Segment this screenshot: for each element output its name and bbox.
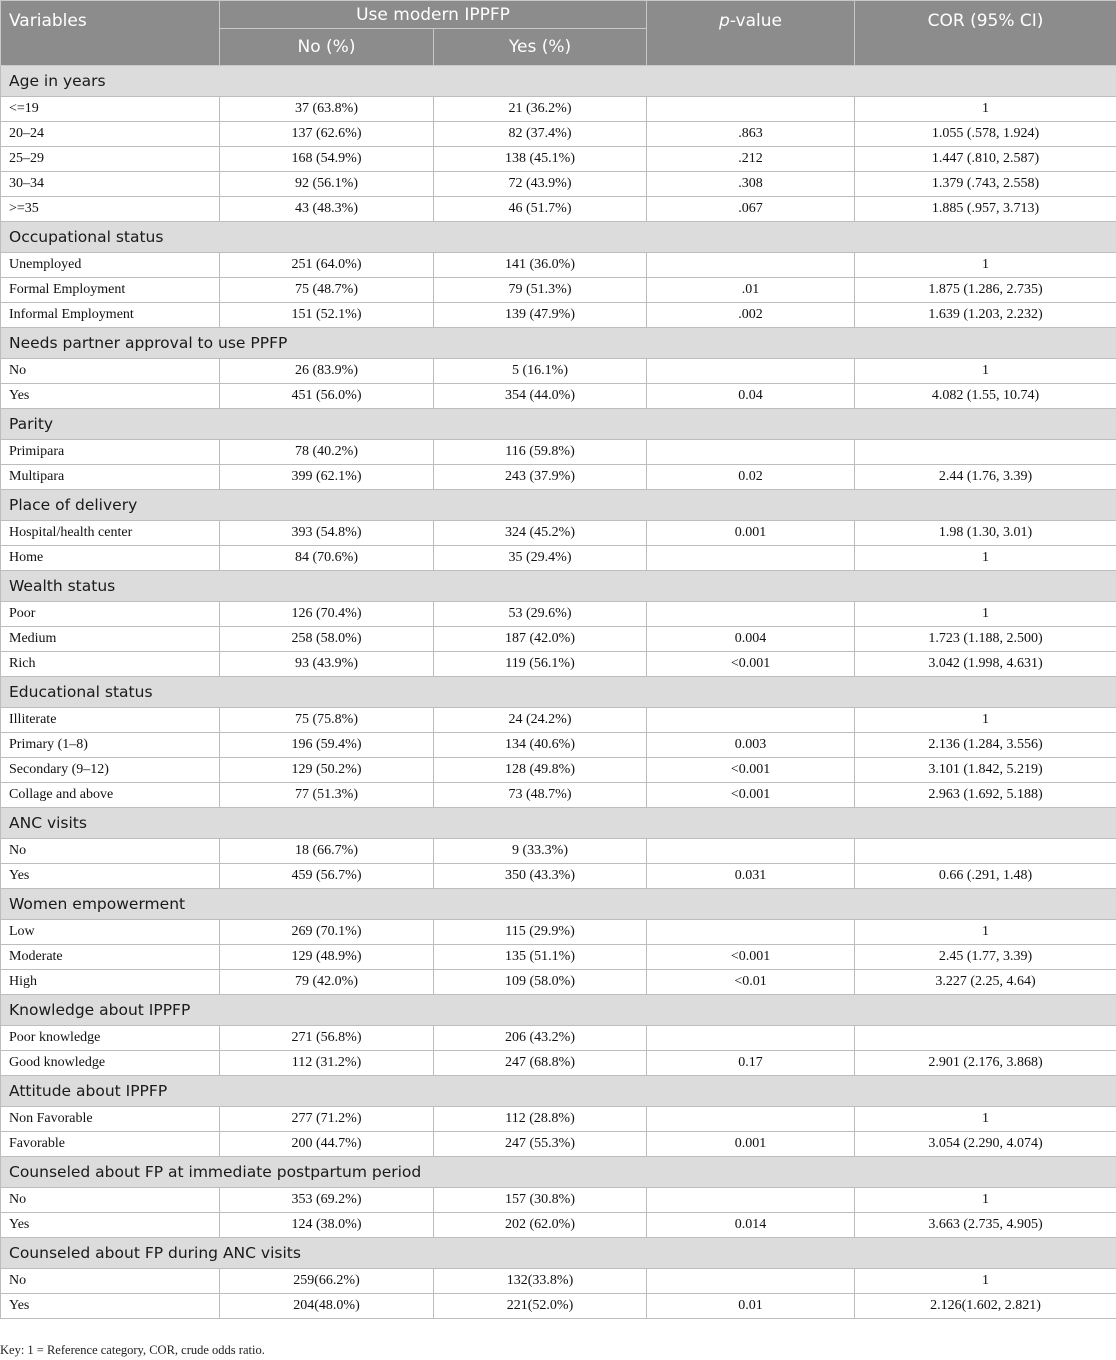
cor-ci: 1.379 (.743, 2.558) xyxy=(855,172,1116,197)
cor-ci: 1 xyxy=(855,359,1116,384)
p-value: 0.001 xyxy=(647,521,855,546)
no-count: 200 (44.7%) xyxy=(220,1132,434,1157)
yes-count: 21 (36.2%) xyxy=(434,97,647,122)
cor-ci: 1 xyxy=(855,253,1116,278)
row-label: 30–34 xyxy=(1,172,220,197)
table-row xyxy=(1,945,1116,970)
row-label: Yes xyxy=(1,384,220,409)
cor-ci: 1.875 (1.286, 2.735) xyxy=(855,278,1116,303)
row-label: <=19 xyxy=(1,97,220,122)
yes-count: 53 (29.6%) xyxy=(434,602,647,627)
section-row xyxy=(1,1238,1116,1269)
no-count: 399 (62.1%) xyxy=(220,465,434,490)
yes-count: 9 (33.3%) xyxy=(434,839,647,864)
yes-count: 354 (44.0%) xyxy=(434,384,647,409)
table-row xyxy=(1,1269,1116,1294)
row-label: Medium xyxy=(1,627,220,652)
table-row xyxy=(1,627,1116,652)
table-row xyxy=(1,920,1116,945)
p-value: 0.014 xyxy=(647,1213,855,1238)
cor-ci: 1.639 (1.203, 2.232) xyxy=(855,303,1116,328)
no-count: 124 (38.0%) xyxy=(220,1213,434,1238)
yes-count: 5 (16.1%) xyxy=(434,359,647,384)
p-value: .01 xyxy=(647,278,855,303)
p-value xyxy=(647,1026,855,1051)
table-row xyxy=(1,864,1116,889)
yes-count: 202 (62.0%) xyxy=(434,1213,647,1238)
no-count: 78 (40.2%) xyxy=(220,440,434,465)
no-count: 126 (70.4%) xyxy=(220,602,434,627)
table-row xyxy=(1,839,1116,864)
row-label: >=35 xyxy=(1,197,220,222)
section-title: Women empowerment xyxy=(1,889,1116,920)
yes-count: 138 (45.1%) xyxy=(434,147,647,172)
section-row xyxy=(1,66,1116,97)
table-row xyxy=(1,1026,1116,1051)
p-value: 0.031 xyxy=(647,864,855,889)
table-header xyxy=(1,1,1116,66)
cor-ci: 4.082 (1.55, 10.74) xyxy=(855,384,1116,409)
p-value: <0.01 xyxy=(647,970,855,995)
p-value: <0.001 xyxy=(647,758,855,783)
section-row xyxy=(1,808,1116,839)
section-row xyxy=(1,409,1116,440)
yes-count: 134 (40.6%) xyxy=(434,733,647,758)
yes-count: 46 (51.7%) xyxy=(434,197,647,222)
yes-count: 141 (36.0%) xyxy=(434,253,647,278)
yes-count: 247 (68.8%) xyxy=(434,1051,647,1076)
no-count: 112 (31.2%) xyxy=(220,1051,434,1076)
row-label: Home xyxy=(1,546,220,571)
yes-count: 132(33.8%) xyxy=(434,1269,647,1294)
table-row xyxy=(1,359,1116,384)
cor-ci: 2.44 (1.76, 3.39) xyxy=(855,465,1116,490)
no-count: 75 (75.8%) xyxy=(220,708,434,733)
yes-count: 72 (43.9%) xyxy=(434,172,647,197)
cor-ci: 3.054 (2.290, 4.074) xyxy=(855,1132,1116,1157)
row-label: Unemployed xyxy=(1,253,220,278)
cor-ci: 1 xyxy=(855,97,1116,122)
cor-ci: 2.136 (1.284, 3.556) xyxy=(855,733,1116,758)
row-label: High xyxy=(1,970,220,995)
table-row xyxy=(1,440,1116,465)
p-value xyxy=(647,546,855,571)
no-count: 26 (83.9%) xyxy=(220,359,434,384)
p-value xyxy=(647,1269,855,1294)
p-value xyxy=(647,97,855,122)
table-row xyxy=(1,1107,1116,1132)
section-title: Counseled about FP during ANC visits xyxy=(1,1238,1116,1269)
header-p-rest: -value xyxy=(729,11,782,31)
p-value: <0.001 xyxy=(647,945,855,970)
table-row xyxy=(1,303,1116,328)
p-value xyxy=(647,1188,855,1213)
row-label: Yes xyxy=(1,1213,220,1238)
table-row xyxy=(1,970,1116,995)
no-count: 129 (50.2%) xyxy=(220,758,434,783)
table-row xyxy=(1,1213,1116,1238)
no-count: 353 (69.2%) xyxy=(220,1188,434,1213)
yes-count: 324 (45.2%) xyxy=(434,521,647,546)
yes-count: 73 (48.7%) xyxy=(434,783,647,808)
table-row xyxy=(1,172,1116,197)
no-count: 84 (70.6%) xyxy=(220,546,434,571)
section-row xyxy=(1,677,1116,708)
row-label: Illiterate xyxy=(1,708,220,733)
table-row xyxy=(1,546,1116,571)
cor-ci: 2.45 (1.77, 3.39) xyxy=(855,945,1116,970)
table-row xyxy=(1,278,1116,303)
cor-ci: 1.98 (1.30, 3.01) xyxy=(855,521,1116,546)
yes-count: 128 (49.8%) xyxy=(434,758,647,783)
yes-count: 119 (56.1%) xyxy=(434,652,647,677)
row-label: No xyxy=(1,359,220,384)
section-row xyxy=(1,222,1116,253)
p-value: 0.04 xyxy=(647,384,855,409)
table-row xyxy=(1,783,1116,808)
section-title: Age in years xyxy=(1,66,1116,97)
header-cor: COR (95% CI) xyxy=(855,1,1116,66)
yes-count: 206 (43.2%) xyxy=(434,1026,647,1051)
p-value: .308 xyxy=(647,172,855,197)
cor-ci xyxy=(855,440,1116,465)
cor-ci: 1 xyxy=(855,546,1116,571)
section-row xyxy=(1,328,1116,359)
no-count: 393 (54.8%) xyxy=(220,521,434,546)
section-title: Attitude about IPPFP xyxy=(1,1076,1116,1107)
p-value xyxy=(647,440,855,465)
no-count: 168 (54.9%) xyxy=(220,147,434,172)
cor-ci: 1 xyxy=(855,708,1116,733)
table-row xyxy=(1,1051,1116,1076)
table-row xyxy=(1,97,1116,122)
row-label: 20–24 xyxy=(1,122,220,147)
no-count: 271 (56.8%) xyxy=(220,1026,434,1051)
row-label: Good knowledge xyxy=(1,1051,220,1076)
header-variables: Variables xyxy=(1,1,220,66)
section-row xyxy=(1,490,1116,521)
section-title: Occupational status xyxy=(1,222,1116,253)
section-title: Counseled about FP at immediate postpartum period xyxy=(1,1157,1116,1188)
cor-ci: 1 xyxy=(855,1269,1116,1294)
cor-ci: 1.723 (1.188, 2.500) xyxy=(855,627,1116,652)
p-value: .067 xyxy=(647,197,855,222)
p-value: 0.001 xyxy=(647,1132,855,1157)
row-label: 25–29 xyxy=(1,147,220,172)
yes-count: 115 (29.9%) xyxy=(434,920,647,945)
yes-count: 247 (55.3%) xyxy=(434,1132,647,1157)
p-value xyxy=(647,708,855,733)
section-title: Parity xyxy=(1,409,1116,440)
no-count: 277 (71.2%) xyxy=(220,1107,434,1132)
p-value xyxy=(647,920,855,945)
row-label: No xyxy=(1,1188,220,1213)
section-title: Wealth status xyxy=(1,571,1116,602)
row-label: No xyxy=(1,1269,220,1294)
cor-ci: 1.885 (.957, 3.713) xyxy=(855,197,1116,222)
section-row xyxy=(1,889,1116,920)
table-row xyxy=(1,1188,1116,1213)
p-value xyxy=(647,839,855,864)
yes-count: 187 (42.0%) xyxy=(434,627,647,652)
no-count: 258 (58.0%) xyxy=(220,627,434,652)
cor-ci: 3.101 (1.842, 5.219) xyxy=(855,758,1116,783)
p-value xyxy=(647,359,855,384)
p-value: 0.01 xyxy=(647,1294,855,1319)
no-count: 92 (56.1%) xyxy=(220,172,434,197)
cor-ci: 1.055 (.578, 1.924) xyxy=(855,122,1116,147)
no-count: 79 (42.0%) xyxy=(220,970,434,995)
no-count: 196 (59.4%) xyxy=(220,733,434,758)
row-label: Non Favorable xyxy=(1,1107,220,1132)
p-value: <0.001 xyxy=(647,652,855,677)
cor-ci: 1 xyxy=(855,920,1116,945)
p-value: 0.004 xyxy=(647,627,855,652)
p-value: 0.17 xyxy=(647,1051,855,1076)
no-count: 137 (62.6%) xyxy=(220,122,434,147)
table-row xyxy=(1,708,1116,733)
table-row xyxy=(1,122,1116,147)
table-row xyxy=(1,1294,1116,1319)
cor-ci: 3.227 (2.25, 4.64) xyxy=(855,970,1116,995)
row-label: Informal Employment xyxy=(1,303,220,328)
section-row xyxy=(1,1076,1116,1107)
yes-count: 135 (51.1%) xyxy=(434,945,647,970)
row-label: Collage and above xyxy=(1,783,220,808)
p-value: .002 xyxy=(647,303,855,328)
yes-count: 79 (51.3%) xyxy=(434,278,647,303)
row-label: Secondary (9–12) xyxy=(1,758,220,783)
row-label: Favorable xyxy=(1,1132,220,1157)
table-row xyxy=(1,733,1116,758)
section-title: Knowledge about IPPFP xyxy=(1,995,1116,1026)
cor-ci xyxy=(855,1026,1116,1051)
yes-count: 139 (47.9%) xyxy=(434,303,647,328)
row-label: Yes xyxy=(1,1294,220,1319)
no-count: 43 (48.3%) xyxy=(220,197,434,222)
section-row xyxy=(1,1157,1116,1188)
p-value: .863 xyxy=(647,122,855,147)
table-row xyxy=(1,197,1116,222)
table-row xyxy=(1,758,1116,783)
cor-ci: 0.66 (.291, 1.48) xyxy=(855,864,1116,889)
table-row xyxy=(1,384,1116,409)
table-row xyxy=(1,465,1116,490)
row-label: Yes xyxy=(1,864,220,889)
table-row xyxy=(1,253,1116,278)
row-label: Poor xyxy=(1,602,220,627)
yes-count: 243 (37.9%) xyxy=(434,465,647,490)
row-label: Primipara xyxy=(1,440,220,465)
table-row xyxy=(1,521,1116,546)
cor-ci: 2.126(1.602, 2.821) xyxy=(855,1294,1116,1319)
no-count: 451 (56.0%) xyxy=(220,384,434,409)
no-count: 75 (48.7%) xyxy=(220,278,434,303)
header-no-pct: No (%) xyxy=(220,29,434,66)
cor-ci: 3.663 (2.735, 4.905) xyxy=(855,1213,1116,1238)
yes-count: 157 (30.8%) xyxy=(434,1188,647,1213)
p-value: 0.02 xyxy=(647,465,855,490)
p-value xyxy=(647,253,855,278)
no-count: 269 (70.1%) xyxy=(220,920,434,945)
header-p-letter: p xyxy=(719,11,730,31)
no-count: 259(66.2%) xyxy=(220,1269,434,1294)
section-row xyxy=(1,571,1116,602)
section-title: Needs partner approval to use PPFP xyxy=(1,328,1116,359)
table-row xyxy=(1,1132,1116,1157)
table-row xyxy=(1,652,1116,677)
section-row xyxy=(1,995,1116,1026)
no-count: 459 (56.7%) xyxy=(220,864,434,889)
header-p-value xyxy=(647,1,855,66)
p-value: <0.001 xyxy=(647,783,855,808)
row-label: Rich xyxy=(1,652,220,677)
p-value xyxy=(647,602,855,627)
cor-ci: 2.963 (1.692, 5.188) xyxy=(855,783,1116,808)
cor-ci: 3.042 (1.998, 4.631) xyxy=(855,652,1116,677)
cor-ci: 2.901 (2.176, 3.868) xyxy=(855,1051,1116,1076)
header-use-modern-ippfp: Use modern IPPFP xyxy=(220,1,647,29)
no-count: 77 (51.3%) xyxy=(220,783,434,808)
row-label: Poor knowledge xyxy=(1,1026,220,1051)
yes-count: 221(52.0%) xyxy=(434,1294,647,1319)
no-count: 37 (63.8%) xyxy=(220,97,434,122)
no-count: 204(48.0%) xyxy=(220,1294,434,1319)
cor-ci: 1 xyxy=(855,1107,1116,1132)
yes-count: 116 (59.8%) xyxy=(434,440,647,465)
yes-count: 109 (58.0%) xyxy=(434,970,647,995)
cor-ci: 1 xyxy=(855,602,1116,627)
section-title: ANC visits xyxy=(1,808,1116,839)
table-row xyxy=(1,147,1116,172)
header-yes-pct: Yes (%) xyxy=(434,29,647,66)
row-label: Low xyxy=(1,920,220,945)
no-count: 18 (66.7%) xyxy=(220,839,434,864)
yes-count: 35 (29.4%) xyxy=(434,546,647,571)
table-body xyxy=(1,66,1116,1319)
section-title: Place of delivery xyxy=(1,490,1116,521)
p-value: 0.003 xyxy=(647,733,855,758)
yes-count: 24 (24.2%) xyxy=(434,708,647,733)
no-count: 93 (43.9%) xyxy=(220,652,434,677)
row-label: Moderate xyxy=(1,945,220,970)
yes-count: 112 (28.8%) xyxy=(434,1107,647,1132)
row-label: Primary (1–8) xyxy=(1,733,220,758)
cor-ci: 1 xyxy=(855,1188,1116,1213)
no-count: 151 (52.1%) xyxy=(220,303,434,328)
row-label: Formal Employment xyxy=(1,278,220,303)
table-footnote: Key: 1 = Reference category, COR, crude odds ratio. xyxy=(0,1343,265,1357)
no-count: 251 (64.0%) xyxy=(220,253,434,278)
row-label: Multipara xyxy=(1,465,220,490)
yes-count: 350 (43.3%) xyxy=(434,864,647,889)
cor-ci xyxy=(855,839,1116,864)
table-row xyxy=(1,602,1116,627)
cor-ci: 1.447 (.810, 2.587) xyxy=(855,147,1116,172)
p-value xyxy=(647,1107,855,1132)
no-count: 129 (48.9%) xyxy=(220,945,434,970)
row-label: No xyxy=(1,839,220,864)
section-title: Educational status xyxy=(1,677,1116,708)
p-value: .212 xyxy=(647,147,855,172)
yes-count: 82 (37.4%) xyxy=(434,122,647,147)
row-label: Hospital/health center xyxy=(1,521,220,546)
